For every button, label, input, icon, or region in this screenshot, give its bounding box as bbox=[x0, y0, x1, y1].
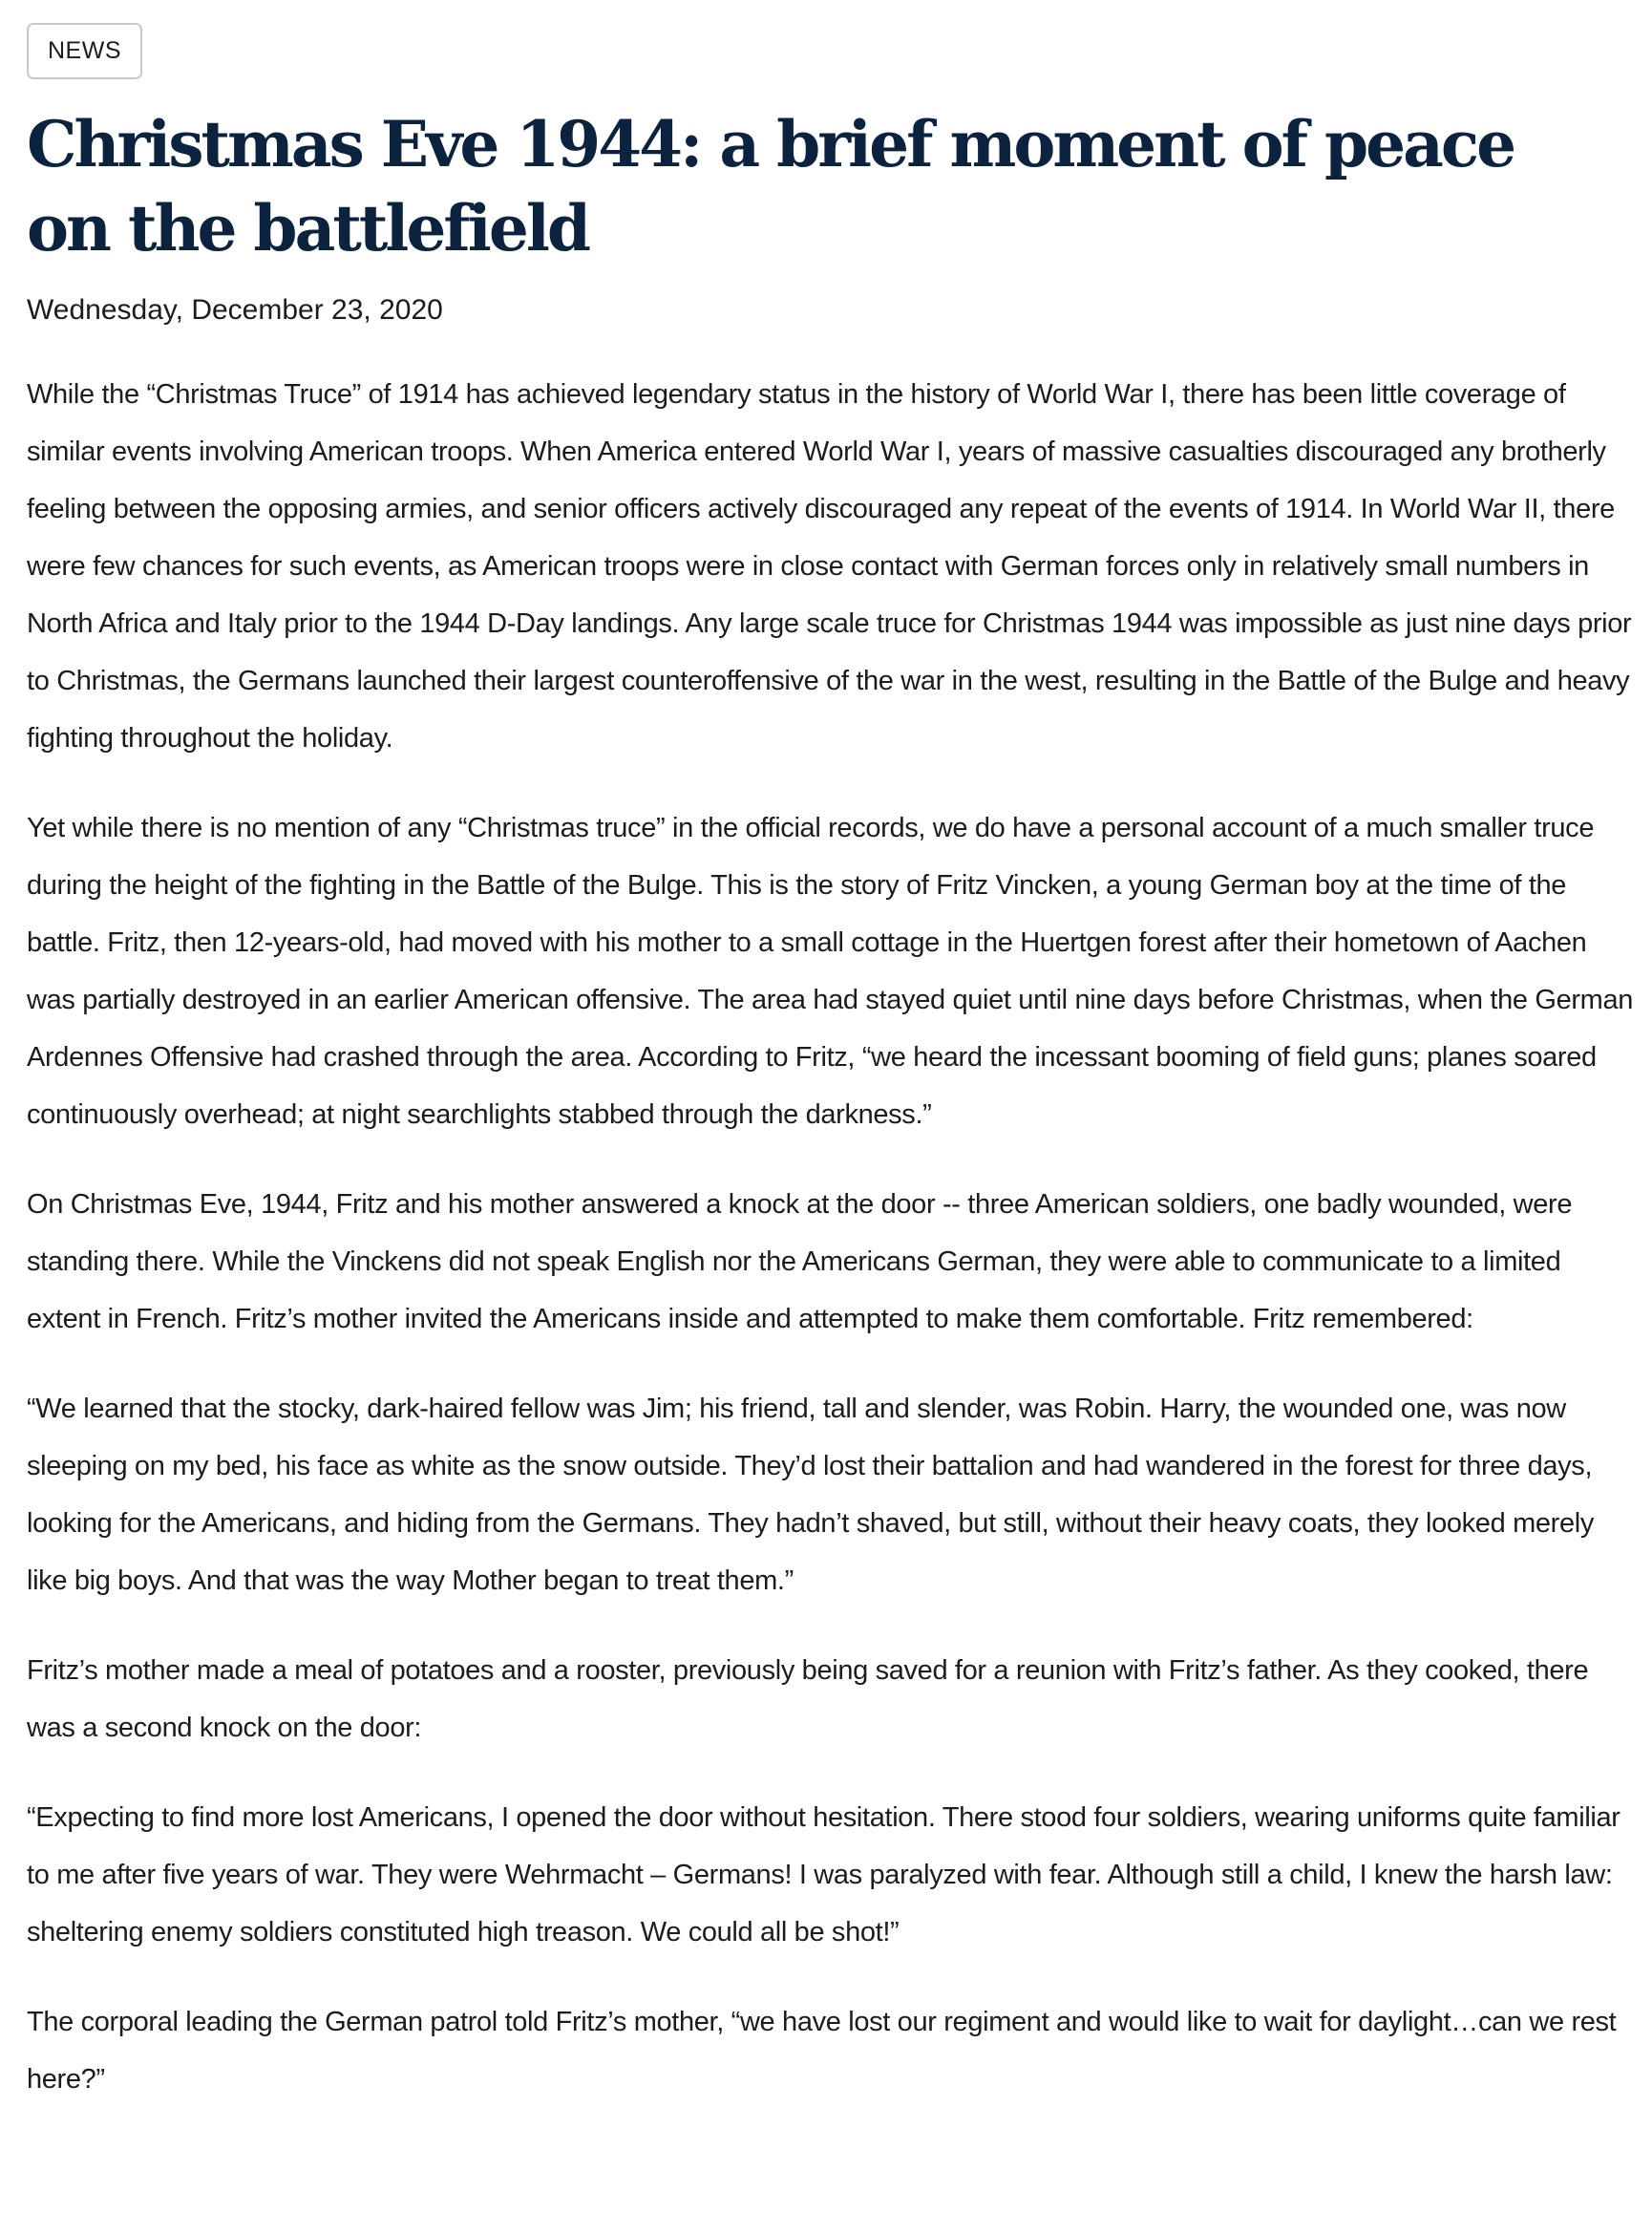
paragraph: Yet while there is no mention of any “Christmas truce” in the official records, we do have a personal account of a much smaller truce during the height of the fighting in the Battle of the Bulge. This is the story of Fritz Vincken, a young German boy at the time of the battle. Fritz, then 12-years-old, had moved with his mother to a small cottage in the Huertgen forest after their hometown of Aachen was partially destroyed in an earlier American offensive. The area had stayed quiet until nine days before Christmas, when the German Ardennes Offensive had crashed through the area. According to Fritz, “we heard the incessant booming of field guns; planes soared continuously overhead; at night searchlights stabbed through the darkness.” bbox=[27, 813, 1634, 1130]
article-title: Christmas Eve 1944: a brief moment of peace on the battlefield bbox=[27, 107, 1514, 266]
paragraph: The corporal leading the German patrol told Fritz’s mother, “we have lost our regiment and would like to wait for daylight…can we rest here?” bbox=[27, 2007, 1617, 2095]
quote-paragraph: “Expecting to find more lost Americans, I opened the door without hesitation. There stood four soldiers, wearing uniforms quite familiar to me after five years of war. They were Wehrmacht – Germans! I was paralyzed with fear. Although still a child, I knew the harsh law: sheltering enemy soldiers constituted high treason. We could all be shot!” bbox=[27, 1802, 1620, 1948]
article-body bbox=[27, 366, 1636, 2108]
article-date: Wednesday, December 23, 2020 bbox=[27, 294, 443, 326]
paragraph: Fritz’s mother made a meal of potatoes and a rooster, previously being saved for a reunion with Fritz’s father. As they cooked, there was a second knock on the door: bbox=[27, 1655, 1589, 1743]
category-badge[interactable]: NEWS bbox=[27, 23, 142, 79]
quote-paragraph: “We learned that the stocky, dark-haired fellow was Jim; his friend, tall and slender, was Robin. Harry, the wounded one, was now sleeping on my bed, his face as white as the snow outside. They’d lost their battalion and had wandered in the forest for three days, looking for the Americans, and hiding from the Germans. They hadn’t shaved, but still, without their heavy coats, they looked merely like big boys. And that was the way Mother began to treat them.” bbox=[27, 1394, 1594, 1596]
article bbox=[27, 23, 1636, 2140]
paragraph: On Christmas Eve, 1944, Fritz and his mother answered a knock at the door -- three American soldiers, one badly wounded, were standing there. While the Vinckens did not speak English nor the Americans German, they were able to communicate to a limited extent in French. Fritz’s mother invited the Americans inside and attempted to make them comfortable. Fritz remembered: bbox=[27, 1189, 1573, 1334]
paragraph: While the “Christmas Truce” of 1914 has achieved legendary status in the history of World War I, there has been little coverage of similar events involving American troops. When America entered World War I, years of massive casualties discouraged any brotherly feeling between the opposing armies, and senior officers actively discouraged any repeat of the events of 1914. In World War II, there were few chances for such events, as American troops were in close contact with German forces only in relatively small numbers in North Africa and Italy prior to the 1944 D-Day landings. Any large scale truce for Christmas 1944 was impossible as just nine days prior to Christmas, the Germans launched their largest counteroffensive of the war in the west, resulting in the Battle of the Bulge and heavy fighting throughout the holiday. bbox=[27, 379, 1632, 754]
